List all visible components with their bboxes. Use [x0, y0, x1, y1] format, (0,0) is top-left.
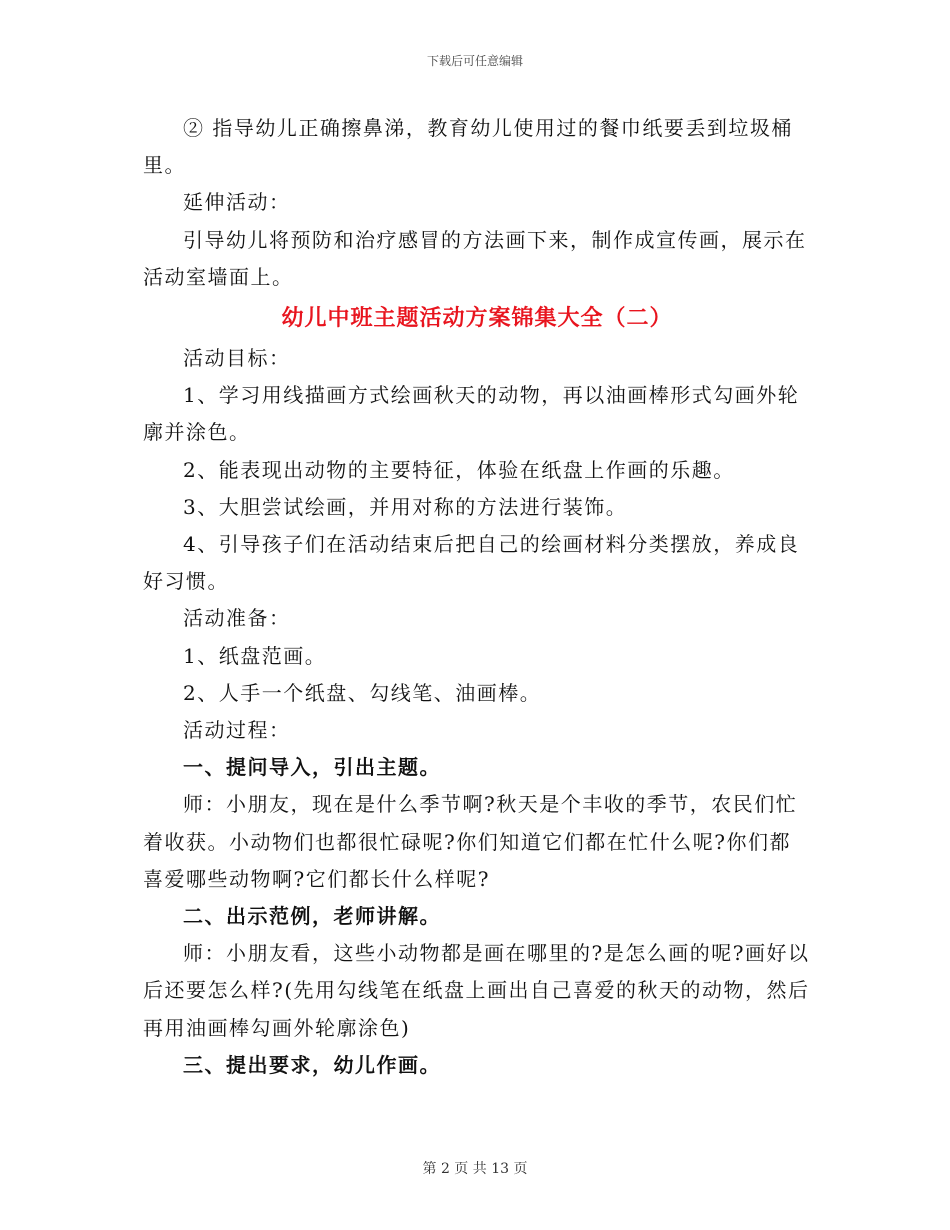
paragraph-prep-1: 1、纸盘范画。	[183, 643, 327, 668]
paragraph-goals-heading: 活动目标：	[183, 346, 291, 371]
paragraph-extension-heading: 延伸活动：	[183, 190, 291, 215]
paragraph-step-2-text: 师：小朋友看，这些小动物都是画在哪里的?是怎么画的呢?画好以后还要怎么样?(先用勾线笔在纸盘上画出自己喜爱的秋天的动物，然后再用油画棒勾画外轮廓涂色)	[143, 941, 810, 1040]
paragraph-step-1-text: 师：小朋友，现在是什么季节啊?秋天是个丰收的季节，农民们忙着收获。小动物们也都很忙碌呢?你们知道它们都在忙什么呢?你们都喜爱哪些动物啊?它们都长什么样呢?	[143, 792, 798, 891]
paragraph-goal-4: 4、引导孩子们在活动结束后把自己的绘画材料分类摆放，养成良好习惯。	[143, 532, 800, 594]
paragraph-step-3-heading: 三、提出要求，幼儿作画。	[183, 1052, 441, 1077]
document-body	[143, 110, 811, 1084]
paragraph-process-heading: 活动过程：	[183, 718, 291, 743]
section-title: 幼儿中班主题活动方案锦集大全（二）	[281, 305, 673, 332]
paragraph-goal-1: 1、学习用线描画方式绘画秋天的动物，再以油画棒形式勾画外轮廓并涂色。	[143, 383, 800, 445]
page-footer: 第 2 页 共 13 页	[422, 1161, 528, 1177]
paragraph-goal-2: 2、能表现出动物的主要特征，体验在纸盘上作画的乐趣。	[183, 457, 735, 482]
paragraph-prep-heading: 活动准备：	[183, 606, 291, 631]
paragraph-goal-3: 3、大胆尝试绘画，并用对称的方法进行装饰。	[183, 494, 628, 519]
paragraph-prep-2: 2、人手一个纸盘、勾线笔、油画棒。	[183, 680, 542, 705]
paragraph-step-2-heading: 二、出示范例，老师讲解。	[183, 904, 441, 929]
page-header: 下载后可任意编辑	[426, 54, 523, 68]
paragraph-extension-text: 引导幼儿将预防和治疗感冒的方法画下来，制作成宣传画，展示在活动室墙面上。	[143, 227, 807, 289]
paragraph-wipe-nose: ② 指导幼儿正确擦鼻涕，教育幼儿使用过的餐巾纸要丢到垃圾桶里。	[143, 116, 793, 178]
paragraph-step-1-heading: 一、提问导入，引出主题。	[183, 755, 441, 780]
